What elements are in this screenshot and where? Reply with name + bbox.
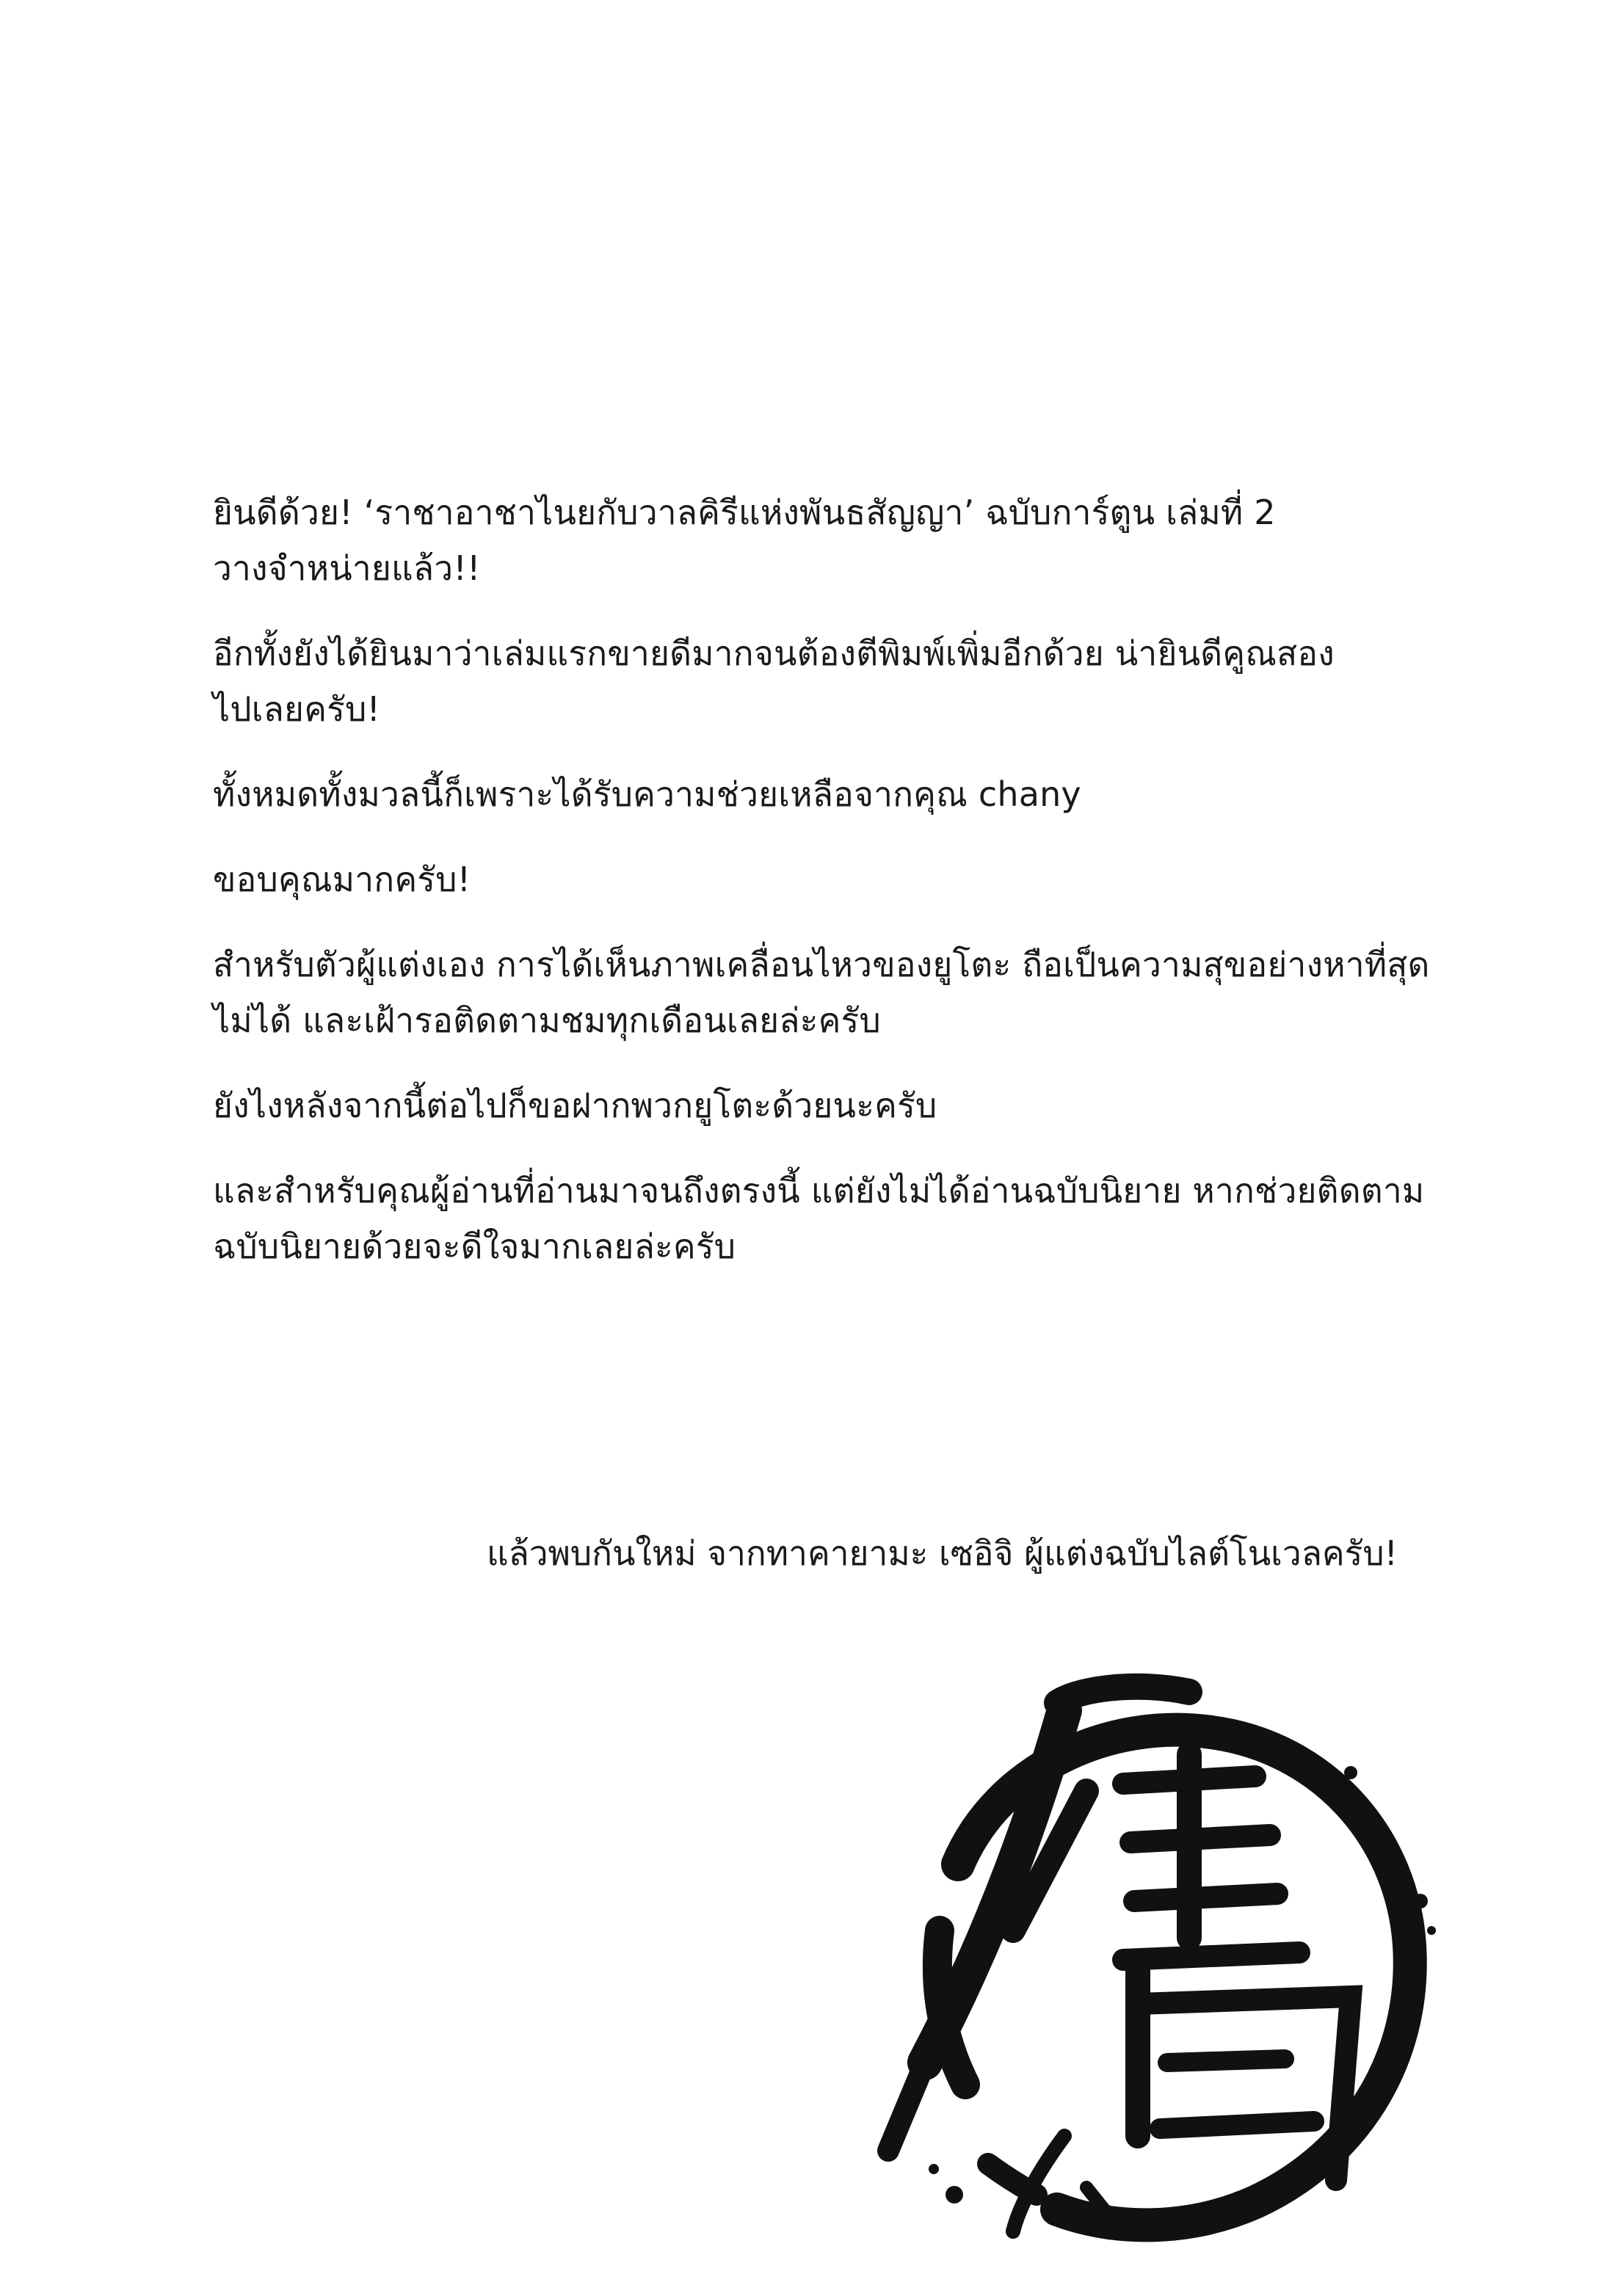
text-line: ยินดีด้วย! ‘ราชาอาชาไนยกับวาลคิรีแห่งพันธสัญญา’ ฉบับการ์ตูน เล่มที่ 2 — [213, 493, 1276, 532]
text-line: ยังไงหลังจากนี้ต่อไปก็ขอฝากพวกยูโตะด้วยนะครับ — [213, 1086, 937, 1125]
text-line: ไม่ได้ และเฝ้ารอติดตามชมทุกเดือนเลยล่ะครับ — [213, 1000, 881, 1040]
paragraph-2 — [213, 625, 1417, 737]
afterword-message — [213, 484, 1430, 1304]
text-line: ไปเลยครับ! — [213, 689, 381, 729]
text-line: สำหรับตัวผู้แต่งเอง การได้เห็นภาพเคลื่อนไหวของยูโตะ ถือเป็นความสุขอย่างหาที่สุด — [213, 945, 1430, 984]
text-line: ทั้งหมดทั้งมวลนี้ก็เพราะได้รับความช่วยเหลือจากคุณ chany — [213, 774, 1081, 814]
text-line: อีกทั้งยังได้ยินมาว่าเล่มแรกขายดีมากจนต้องตีพิมพ์เพิ่มอีกด้วย น่ายินดีคูณสอง — [213, 633, 1335, 673]
paragraph-7 — [213, 1163, 1425, 1274]
paragraph-3 — [213, 766, 1417, 822]
paragraph-6 — [213, 1078, 1417, 1133]
author-signoff: แล้วพบกันใหม่ จากทาคายามะ เซอิจิ ผู้แต่งฉบับไลต์โนเวลครับ! — [486, 1533, 1398, 1573]
text-line: ฉบับนิยายด้วยจะดีใจมากเลยล่ะครับ — [213, 1227, 736, 1266]
text-line: และสำหรับคุณผู้อ่านที่อ่านมาจนถึงตรงนี้ แต่ยังไม่ได้อ่านฉบับนิยาย หากช่วยติดตาม — [213, 1171, 1425, 1210]
paragraph-5 — [213, 937, 1430, 1048]
text-line: ขอบคุณมากครับ! — [213, 860, 471, 899]
calligraphy-seal-icon — [844, 1622, 1446, 2268]
paragraph-4 — [213, 851, 1417, 907]
text-line: วางจำหน่ายแล้ว!! — [213, 548, 481, 588]
paragraph-1 — [213, 484, 1417, 596]
